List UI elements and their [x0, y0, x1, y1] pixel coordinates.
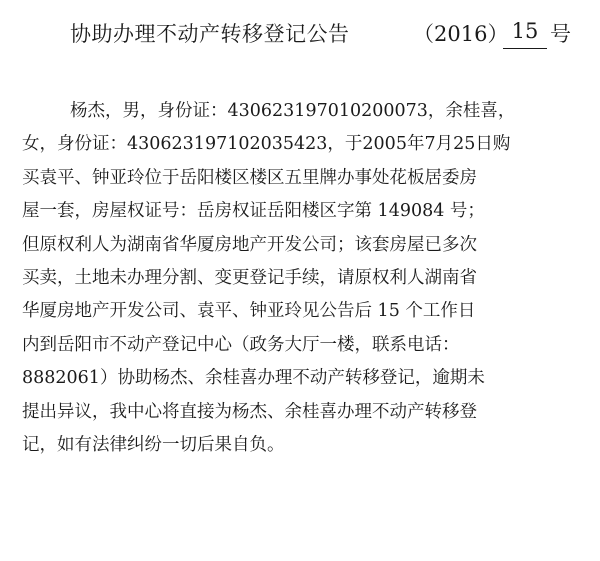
notice-year: （2016）: [413, 22, 509, 46]
body-line: 提出异议，我中心将直接为杨杰、余桂喜办理不动产转移登: [22, 401, 477, 422]
notice-body: [22, 95, 588, 462]
body-line: 买袁平、钟亚玲位于岳阳楼区楼区五里牌办事处花板居委房: [22, 167, 477, 188]
body-line: 内到岳阳市不动产登记中心（政务大厅一楼，联系电话：: [22, 334, 460, 355]
body-line: 但原权利人为湖南省华厦房地产开发公司；该套房屋已多次: [22, 234, 477, 255]
body-line: 杨杰，男，身份证：430623197010200073，余桂喜，: [70, 101, 516, 121]
notice-title-line: [40, 14, 580, 54]
body-line: 屋一套，房屋权证号：岳房权证岳阳楼区字第 149084 号；: [22, 201, 485, 222]
notice-title: 协助办理不动产转移登记公告: [70, 22, 350, 46]
body-line: 买卖，土地未办理分割、变更登记手续，请原权利人湖南省: [22, 267, 477, 288]
body-line: 华厦房地产开发公司、袁平、钟亚玲见公告后 15 个工作日: [22, 301, 476, 322]
body-line: 记，如有法律纠纷一切后果自负。: [22, 434, 285, 455]
body-line: 8882061）协助杨杰、余桂喜办理不动产转移登记，逾期未: [22, 368, 485, 389]
body-line: 女，身份证：430623197102035423，于2005年7月25日购: [22, 134, 511, 155]
notice-number-suffix: 号: [550, 22, 571, 46]
notice-number: 15: [503, 14, 547, 49]
